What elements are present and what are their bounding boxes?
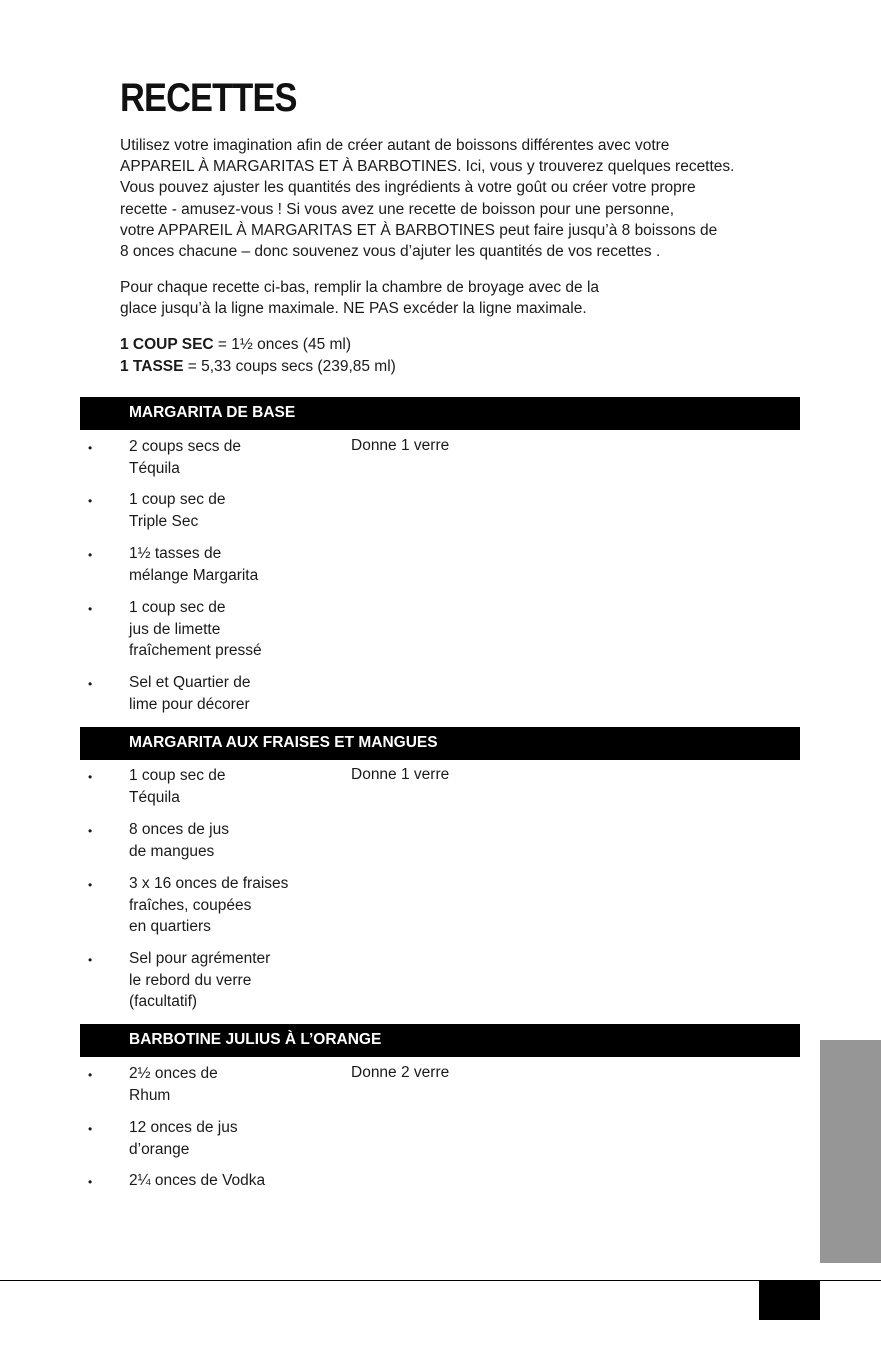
intro-line: APPAREIL À MARGARITAS ET À BARBOTINES. Ici, vous y trouverez quelques recettes. bbox=[120, 158, 735, 176]
recipe-yield: Donne 1 verre bbox=[351, 766, 450, 783]
intro-paragraph-2 bbox=[120, 277, 760, 319]
bullet: • bbox=[88, 1068, 93, 1082]
ingredient-item: 1 coup sec de Téquila bbox=[129, 767, 226, 806]
section-side-tab bbox=[820, 1040, 881, 1263]
recipe-yield: Donne 1 verre bbox=[351, 437, 450, 454]
recipe-header-strawberry-mango bbox=[80, 727, 800, 760]
ingredient-item: Sel et Quartier de lime pour décorer bbox=[129, 674, 251, 713]
definition-cup: 1 TASSE = 5,33 coups secs (239,85 ml) bbox=[120, 358, 396, 375]
bullet: • bbox=[88, 953, 93, 967]
bullet: • bbox=[88, 1122, 93, 1136]
ingredient-item: 8 onces de jus de mangues bbox=[129, 821, 229, 860]
ingredient-item: 12 onces de jus d’orange bbox=[129, 1119, 238, 1158]
recipe-header-basic-margarita bbox=[80, 397, 800, 430]
ingredient-item: 3 x 16 onces de fraises fraîches, coupées en quartiers bbox=[129, 875, 289, 935]
bullet: • bbox=[88, 441, 93, 455]
intro-line: glace jusqu’à la ligne maximale. NE PAS excéder la ligne maximale. bbox=[120, 300, 587, 318]
bullet: • bbox=[88, 677, 93, 691]
intro-line: recette - amusez-vous ! Si vous avez une recette de boisson pour une personne, bbox=[120, 200, 675, 218]
unit-definitions bbox=[120, 334, 396, 378]
bullet: • bbox=[88, 770, 93, 784]
page-number-box bbox=[759, 1280, 820, 1320]
ingredient-item: Sel pour agrémenter le rebord du verre (facultatif) bbox=[129, 950, 271, 1010]
footer-rule bbox=[0, 1280, 881, 1281]
definition-shot: 1 COUP SEC = 1½ onces (45 ml) bbox=[120, 336, 352, 353]
intro-line: Vous pouvez ajuster les quantités des ingrédients à votre goût ou créer votre propre bbox=[120, 179, 696, 197]
ingredient-item: 1 coup sec de Triple Sec bbox=[129, 491, 226, 530]
bullet: • bbox=[88, 824, 93, 838]
bullet: • bbox=[88, 602, 93, 616]
bullet: • bbox=[88, 548, 93, 562]
ingredient-item: 1 coup sec de jus de limette fraîchement pressé bbox=[129, 599, 262, 659]
intro-line: 8 onces chacune – donc souvenez vous d’ajuter les quantités de vos recettes . bbox=[120, 243, 661, 261]
recipe-header-orange-julius bbox=[80, 1024, 800, 1057]
recipe-title: MARGARITA DE BASE bbox=[129, 404, 296, 421]
intro-line: Pour chaque recette ci-bas, remplir la chambre de broyage avec de la bbox=[120, 279, 600, 296]
page-title: RECETTES bbox=[120, 76, 297, 120]
intro-paragraph-1 bbox=[120, 135, 760, 262]
ingredient-item: 1½ tasses de mélange Margarita bbox=[129, 545, 259, 584]
recipe-yield: Donne 2 verre bbox=[351, 1064, 450, 1081]
bullet: • bbox=[88, 494, 93, 508]
recipe-title: MARGARITA AUX FRAISES ET MANGUES bbox=[129, 734, 438, 751]
ingredient-item: 2½ onces de Rhum bbox=[129, 1065, 218, 1104]
bullet: • bbox=[88, 878, 93, 892]
intro-line: Utilisez votre imagination afin de créer autant de boissons différentes avec votre bbox=[120, 137, 670, 154]
recipe-title: BARBOTINE JULIUS À L’ORANGE bbox=[129, 1031, 382, 1048]
ingredient-item: 2 coups secs de Téquila bbox=[129, 438, 242, 477]
ingredient-item: 2¼ onces de Vodka bbox=[129, 1172, 266, 1189]
bullet: • bbox=[88, 1175, 93, 1189]
intro-line: votre APPAREIL À MARGARITAS ET À BARBOTINES peut faire jusqu’à 8 boissons de bbox=[120, 221, 718, 239]
